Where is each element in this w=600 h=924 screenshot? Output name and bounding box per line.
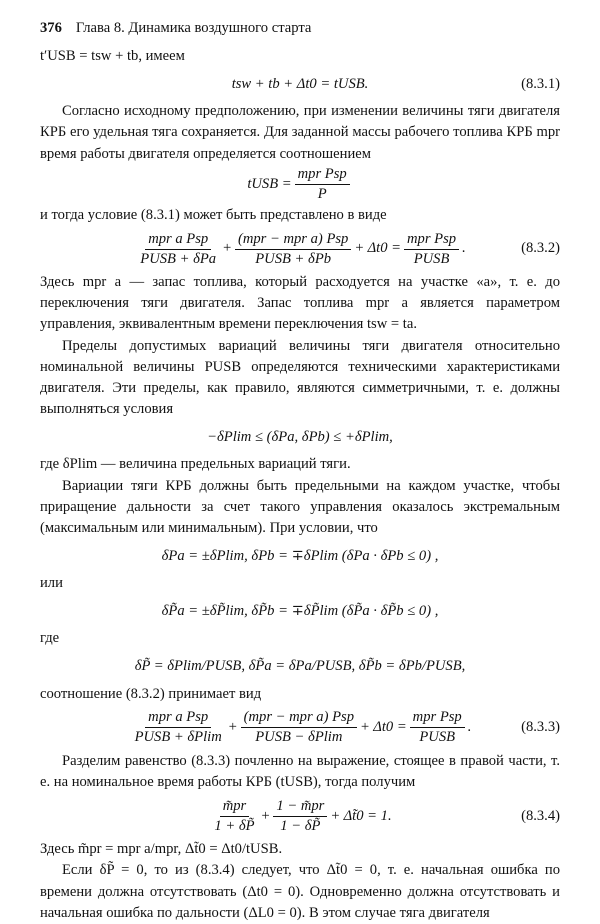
equation-8-3-4 [40,793,560,839]
fraction-numerator: mpr Psp [410,709,465,728]
paragraph: и тогда условие (8.3.1) может быть представлено в виде [40,206,387,223]
equation-number: (8.3.1) [521,75,560,92]
fraction-numerator: m̃pr [220,798,250,817]
equation-number: (8.3.3) [521,719,560,736]
fraction-numerator: mpr a Psp [145,709,211,728]
fraction-denominator: PUSB [413,250,450,267]
equation-expr: −δPlim ≤ (δPa, δPb) ≤ +δPlim, [207,428,393,445]
fraction-denominator: PUSB + δPlim [134,729,222,746]
equation-8-3-1-expr: tsw + tb + Δt0 = tUSB. [231,75,369,92]
label-where: где [40,630,60,647]
fraction-numerator: mpr Psp [404,231,459,250]
page [40,18,560,924]
equation-expr: δP̃a = ±δP̃lim, δP̃b = ∓δP̃lim (δP̃a · δP̃b ≤ 0) , [161,602,439,619]
fraction-numerator: mpr a Psp [145,231,211,250]
equation-tail: + Δt̃0 = 1. [330,807,392,824]
operator: + Δt0 = [354,240,401,257]
paragraph: Вариации тяги КРБ должны быть предельными на каждом участке, чтобы приращение дальности за счет такого управления оказалось экстремальным (максимальным или минимальным). При условии, что [40,477,560,537]
equation-8-3-2 [40,226,560,272]
fraction [410,709,465,746]
fraction-denominator: PUSB [419,729,456,746]
paragraph: где δPlim — величина предельных вариаций тяги. [40,456,351,473]
fraction-denominator: PUSB + δPb [255,250,332,267]
fraction [137,231,219,268]
paragraph: Согласно исходному предположению, при изменении величины тяги двигателя КРБ его удельная тяга сохраняется. Для заданной массы рабочего топлива КРБ mpr время работы двигателя определяется соотношением [40,103,560,162]
equation-8-3-1 [40,67,560,101]
fraction-denominator: 1 + δP̃ [214,817,255,834]
fraction-numerator: (mpr − mpr a) Psp [241,709,357,728]
fraction [273,798,327,835]
equation-condition-2 [40,594,560,628]
fraction-denominator: PUSB + δPa [140,250,217,267]
paragraph: соотношение (8.3.2) принимает вид [40,685,262,702]
operator: + [222,240,232,257]
paragraph: Здесь m̃pr = mpr a/mpr, Δt̃0 = Δt0/tUSB. [40,841,283,858]
operator: + [260,807,271,824]
equation-expr: δPa = ±δPlim, δPb = ∓δPlim (δPa · δPb ≤ 0) , [161,547,439,564]
equation-limits [40,420,560,454]
operator: + Δt0 = [360,719,407,736]
fraction-numerator: mpr Psp [295,166,350,185]
punctuation: . [467,719,472,736]
fraction [132,709,225,746]
fraction-numerator: (mpr − mpr a) Psp [235,231,351,250]
fraction-numerator: 1 − m̃pr [273,798,327,817]
equation-number: (8.3.2) [521,240,560,257]
paragraph: Разделим равенство (8.3.3) почленно на выражение, стоящее в правой части, т. е. на номинальное время работы КРБ (tUSB), тогда получим [40,752,560,791]
equation-condition-1 [40,539,560,573]
fraction [241,709,357,746]
equation-lhs: tUSB = [247,176,292,193]
equation-8-3-3 [40,705,560,751]
paragraph: Если δP̃ = 0, то из (8.3.4) следует, что Δt̃0 = 0, т. е. начальная ошибка по времени должна отсутствовать (Δt0 = 0). Одновременно должна отсутствовать и начальная ошибка по дальности (ΔL0 = 0). В этом случае тяга двигателя [40,862,560,921]
fraction [235,231,351,268]
intro-line: t′USB = tsw + tb, имеем [40,48,185,64]
label-or: или [40,575,63,592]
page-number: 376 [40,20,62,36]
fraction-denominator: P [317,186,327,203]
equation-tusb [40,165,560,205]
operator: + [227,719,238,736]
equation-definitions [40,650,560,684]
equation-number: (8.3.4) [521,807,560,824]
punctuation: . [462,240,466,257]
paragraph: Пределы допустимых вариаций величины тяги двигателя относительно номинальной величины PUSB определяются техническими характеристиками двигателя. Эти пределы, как правило, являются симметричными, т. е. должны выполняться условия [40,337,560,418]
fraction-denominator: 1 − δP̃ [280,817,321,834]
fraction [404,231,459,268]
running-header [40,18,560,46]
fraction-denominator: PUSB − δPlim [255,729,343,746]
equation-expr: δP̃ = δPlim/PUSB, δP̃a = δPa/PUSB, δP̃b = δPb/PUSB, [134,658,466,675]
fraction [211,798,257,835]
chapter-title: Глава 8. Динамика воздушного старта [75,20,312,36]
fraction [295,166,350,203]
paragraph: Здесь mpr a — запас топлива, который расходуется на участке «a», т. е. до переключения тяги двигателя. Запас топлива mpr a является параметром управления, эквивалентным времени переключения tsw = ta. [40,274,560,333]
